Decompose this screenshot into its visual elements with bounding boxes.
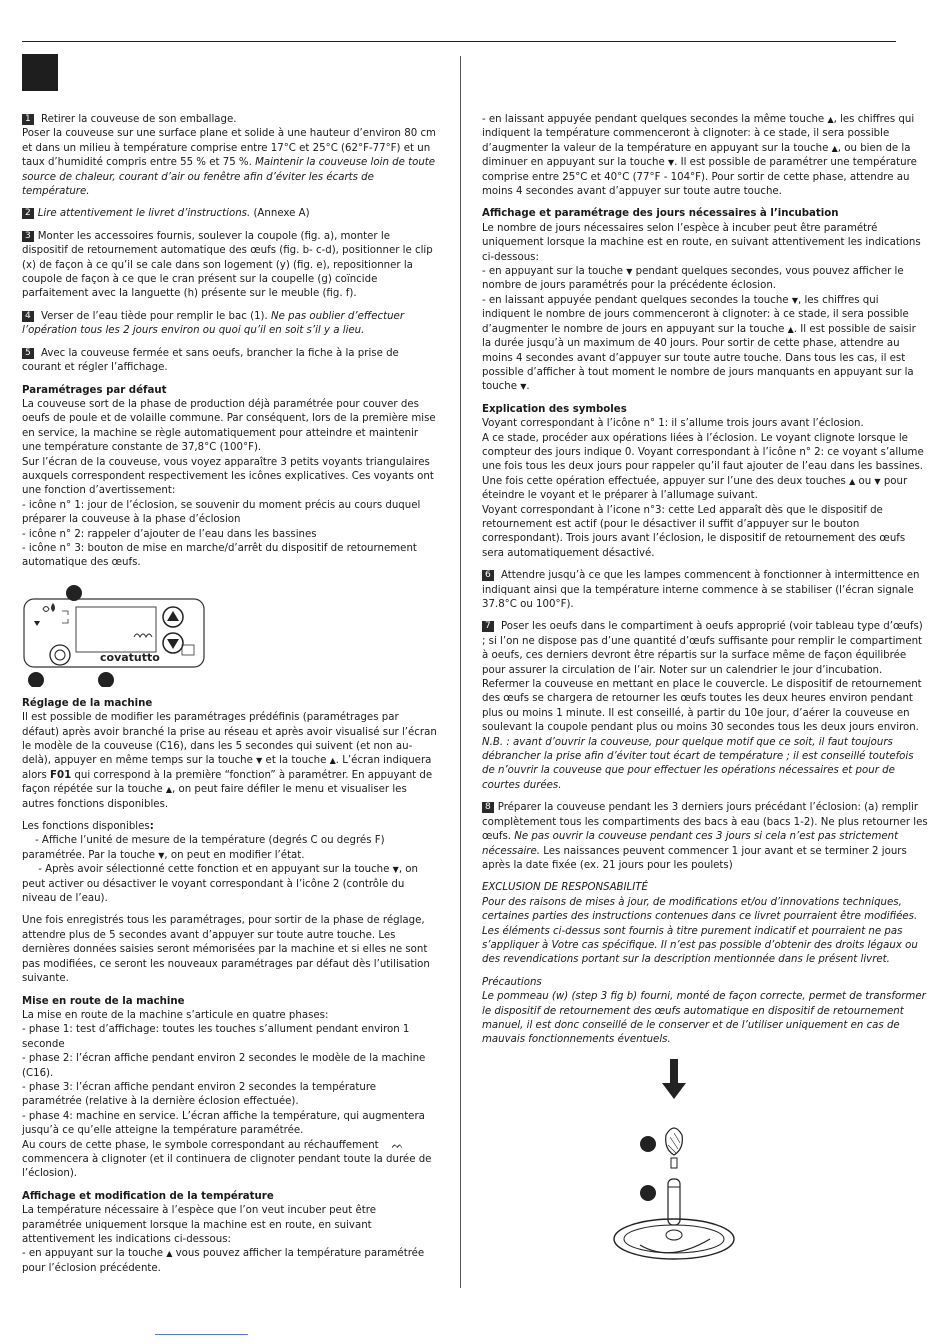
- save-settings-text: Une fois enregistrés tous les paramétrages, pour sortir de la phase de réglage, attendre plus de 5 secondes avant d’appuyer sur toute autre touche. Les dernières données saisies seront mémorisées par la machine et si elles ne sont pas modifiées, ce seront les nouveaux paramétrages par défaut dès l’utilisation suivante.: [22, 915, 430, 985]
- startup-text: La mise en route de la machine s’articule en quatre phases: - phase 1: test d’affichage: toutes les touches s’allument pendant environ 1 seconde - phase 2: l’écran affiche pendant environ 2 secondes le modèle de la machine (C16). - phase 3: l’écran affiche pendant environ 2 secondes la température paramétrée (relative à la dernière éclosion effectuée). - phase 4: machine en service. L’écran affiche la température, qui augmentera jusqu’à ce qu’elle atteigne la température paramétrée. Au cours de cette phase, le symbole correspondant au réchauffement ᨓ commencera à clignoter (et il continuera de clignoter pendant toute la durée de l’éclosion).: [22, 1009, 432, 1180]
- down-icon: ▼: [392, 865, 399, 875]
- knob-neck: [671, 1158, 677, 1168]
- down-icon: ▼: [874, 476, 881, 486]
- machine-settings-text: Il est possible de modifier les paramétrages prédéfinis (paramétrages par défaut) après avoir branché la prise au réseau et après avoir visualisé sur l’écran le modèle de la couveuse (C16), dans les 5 secondes qui suivent (et non au-delà), appuyer en même temps sur la touche ▼ et la touche ▲. L’écran indiquera alors F01 qui correspond à la première “fonction” à paramétrer. En appuyant de façon répétée sur la touche ▲, on peut faire défiler le menu et visualiser les autres fonctions disponibles.: [22, 712, 437, 810]
- up-icon: ▲: [787, 324, 794, 334]
- knob-svg: [610, 1055, 750, 1270]
- panel-display: [76, 607, 156, 652]
- down-icon: ▼: [520, 382, 527, 392]
- up-icon: ▲: [165, 785, 172, 795]
- step-3: 3 Monter les accessoires fournis, soulever la coupole (fig. a), monter le dispositif de retournement automatique des œufs (fig. b- c-d), positionner le clip (x) de façon à ce qu’il se cale dans son logement (y) (fig. e), repositionner la coupole de façon à ce que le cran présent sur la coupelle (g) coïncide parfaitement avec la languette (h) présente sur le meuble (fig. f).: [22, 230, 433, 300]
- functions-text: Les fonctions disponibles: - Affiche l’unité de mesure de la température (degrés C ou degrés F) paramétrée. Par la touche ▼, on peut en modifier l’état. - Après avoir sélectionné cette fonction et en appuyant sur la touche ▼, on peut activer ou désactiver le voyant correspondant à l’icône 2 (contrôle du niveau de l’eau).: [22, 821, 418, 905]
- callout-dot-2: [28, 672, 44, 687]
- step-2: 2 Lire attentivement le livret d’instructions. (Annexe A): [22, 207, 438, 221]
- down-icon: ▼: [626, 267, 633, 277]
- up-icon: ▲: [827, 115, 834, 124]
- callout-dot-3: [98, 672, 114, 687]
- heading-startup: Mise en route de la machine: [22, 995, 185, 1007]
- down-arrow-icon: [662, 1083, 686, 1099]
- heading-symbols: Explication des symboles: [482, 403, 627, 415]
- default-settings-text: La couveuse sort de la phase de production déjà paramétrée pour couver des oeufs de poule et de volaille commune. Par conséquent, lors de la première mise en service, la machine se règle automatiquement pour atteindre et maintenir une température constante de 37,8°C (100°F). Sur l’écran de la couveuse, vous voyez apparaître 3 petits voyants triangulaires auxquels correspondent respectivement les icônes explicatives. Ces voyants ont une fonction d’avertissement: - icône n° 1: jour de l’éclosion, se souvenir du moment précis au cours duquel préparer la couveuse à la phase d’éclosion - icône n° 2: rappeler d’ajouter de l’eau dans les bassines - icône n° 3: bouton de mise en marche/d’arrêt du dispositif de retournement automatique des œufs.: [22, 398, 436, 569]
- up-icon: ▲: [849, 476, 856, 486]
- temperature-text: La température nécessaire à l’espèce que l’on veut incuber peut être paramétrée uniquement lorsque la machine est en route, en suivant attentivement les indications ci-dessous: - en appuyant sur la touche ▲ vous pouvez afficher la température paramétrée pour l’éclosion précédente.: [22, 1205, 425, 1274]
- control-panel-illustration: [22, 585, 212, 687]
- left-column: [22, 113, 438, 1284]
- symbols-text: Voyant correspondant à l’icône n° 1: il s’allume trois jours avant l’éclosion. A ce stade, procéder aux opérations liées à l’éclosion. Le voyant clignote lorsque le compteur des jours indique 0. Voyant correspondant à l’icône n° 2: ce voyant s’allume une fois tous les deux jours pour rappeler qu’il faut ajouter de l’eau dans les bassines. Une fois cette opération effectuée, appuyer sur l’une des deux touches ▲ ou ▼ pour éteindre le voyant et le préparer à l’allumage suivant. Voyant correspondant à l’icone n°3: cette Led apparaît dès que le dispositif de retournement est actif (pour le désactiver il suffit d’appuyer sur le bouton correspondant). Trois jours avant l’éclosion, le dispositif de retournement des œufs sera automatiquement désactivé.: [482, 418, 924, 559]
- down-icon: ▼: [791, 295, 798, 305]
- up-icon: ▲: [329, 756, 336, 766]
- column-divider: [460, 56, 461, 1288]
- heading-machine-settings: Réglage de la machine: [22, 697, 153, 709]
- up-icon: ▲: [166, 1249, 173, 1259]
- step-7: 7 Poser les oeufs dans le compartiment à oeufs approprié (voir tableau type d’œufs) ; si l’on ne dispose pas d’une quantité d’œufs suffisante pour remplir le compartiment à oeufs, ces derniers devront être répartis sur la surface même de façon équilibrée pour assurer la circulation de l’air. Noter sur un calendrier le jour d’incubation. Refermer la couveuse en mettant en place le couvercle. Le dispositif de retournement des œufs se chargera de retourner les œufs toutes les deux heures environ pendant plus ou moins 1 minute. Il est conseillé, à partir du 10e jour, d’aérer la couveuse en soulevant la coupole pendant plus ou moins 30 secondes tous les deux jours environ. N.B. : avant d’ouvrir la couveuse, pour quelque motif que ce soit, il faut toujours débrancher la prise afin d’éviter tout écart de température ; il est conseillé toutefois de n’ouvrir la couveuse que pour effectuer les opérations nécessaires et pour de courtes durées.: [482, 621, 923, 791]
- step-4: 4 Verser de l’eau tiède pour remplir le bac (1). Ne pas oublier d’effectuer l’opération tous les 2 jours environ ou quoi qu’il en soit s’il y a lieu.: [22, 310, 405, 337]
- precautions: Précautions Le pommeau (w) (step 3 fig b) fourni, monté de façon correcte, permet de transformer le dispositif de retournement des œufs automatique en dispositif de retournement manuel, il est donc conseillé de le conserver et de l’utiliser uniquement en cas de mauvais fonctionnements éventuels.: [482, 976, 926, 1046]
- temperature-continued-text: - en laissant appuyée pendant quelques secondes la même touche ▲, les chiffres qui indiquent la température commenceront à clignoter: à ce stade, il sera possible d’augmenter la valeur de la température en appuyant sur la touche ▲, ou bien de la diminuer en appuyant sur la touche ▼. Il est possible de paramétrer une température comprise entre 25°C et 40°C (77°F - 104°F). Pour sortir de cette phase, attendre au moins 4 secondes avant d’appuyer sur toute autre touche.: [482, 114, 917, 198]
- brand-label: covatutto: [100, 650, 160, 664]
- top-rule: [22, 41, 896, 42]
- callout-dot-1: [66, 585, 82, 601]
- callout-dot-shaft: [640, 1185, 656, 1201]
- disclaimer: EXCLUSION DE RESPONSABILITÉ Pour des raisons de mises à jour, de modifications et/ou d’innovations techniques, certaines parties des instructions contenues dans ce livret pourraient être modifiées. Les éléments ci-dessus sont fournis à titre purement indicatif et pourraient ne pas s’appliquer à Votre cas spécifique. Il n’est pas possible d’obtenir des droits légaux ou des revendications portant sur la description mentionnée dans le présent livret.: [482, 882, 918, 966]
- down-icon: ▼: [158, 850, 165, 860]
- turning-button: [50, 645, 70, 665]
- knob-illustration: [610, 1055, 750, 1270]
- down-icon: ▼: [256, 756, 263, 766]
- step-8: 8 Préparer la couveuse pendant les 3 derniers jours précédant l’éclosion: (a) remplir complètement tous les compartiments des bacs à eau (bacs 1-2). Ne plus retourner les œufs. Ne pas ouvrir la couveuse pendant ces 3 jours si cela n’est pas strictement nécessaire. Les naissances peuvent commencer 1 jour avant et se terminer 2 jours après la date fixée (ex. 21 jours pour les poulets): [482, 802, 928, 871]
- footer-link-underline[interactable]: [155, 1334, 248, 1335]
- heading-temperature: Affichage et modification de la température: [22, 1190, 274, 1202]
- heat-icon: ᨓ: [391, 1139, 404, 1151]
- section-marker-box: [22, 54, 58, 91]
- down-icon: ▼: [667, 158, 675, 168]
- step-6: 6 Attendre jusqu’à ce que les lampes commencent à fonctionner à intermittence en indiquant ainsi que la température interne commence à se stabiliser (l’écran signale 37.8°C ou 100°F).: [482, 570, 920, 610]
- step-5: 5 Avec la couveuse fermée et sans oeufs, brancher la fiche à la prise de courant et régler l’affichage.: [22, 347, 399, 374]
- days-text: Le nombre de jours nécessaires selon l’espèce à incuber peut être paramétré uniquement lorsque la machine est en route, en suivant attentivement les indications ci-dessous: - en appuyant sur la touche ▼ pendant quelques secondes, vous pouvez afficher le nombre de jours paramétrés pour la précédente éclosion. - en laissant appuyée pendant quelques secondes la touche ▼, les chiffres qui indiquent le nombre de jours commenceront à clignoter: à ce stade, il sera possible d’augmenter le nombre de jours en appuyant sur la touche ▲. Il est possible de saisir la durée jusqu’à un maximum de 40 jours. Pour sortir de cette phase, attendre au moins 4 secondes avant d’appuyer sur toute autre touche. Dans tous les cas, il est possible d’afficher à tout moment le nombre de jours manquants en appuyant sur la touche ▼.: [482, 222, 921, 393]
- shaft: [668, 1179, 680, 1225]
- up-icon: ▲: [831, 143, 838, 153]
- callout-dot-w: [640, 1136, 656, 1152]
- arrow-shaft: [670, 1059, 678, 1083]
- heading-days: Affichage et paramétrage des jours nécessaires à l’incubation: [482, 208, 839, 220]
- heading-default-settings: Paramétrages par défaut: [22, 384, 167, 396]
- control-panel-svg: [22, 585, 212, 687]
- disc-hub: [666, 1230, 682, 1240]
- step-1: 1 Retirer la couveuse de son emballage. Poser la couveuse sur une surface plane et solide à une hauteur d’environ 80 cm et dans un milieu à température comprise entre 17°C et 25°C (62°F-77°F) et un taux d’humidité compris entre 55 % et 75 %. Maintenir la couveuse loin de toute source de chaleur, courant d’air ou fenêtre afin d’éviter les écarts de température.: [22, 114, 436, 198]
- right-column: [482, 113, 928, 1056]
